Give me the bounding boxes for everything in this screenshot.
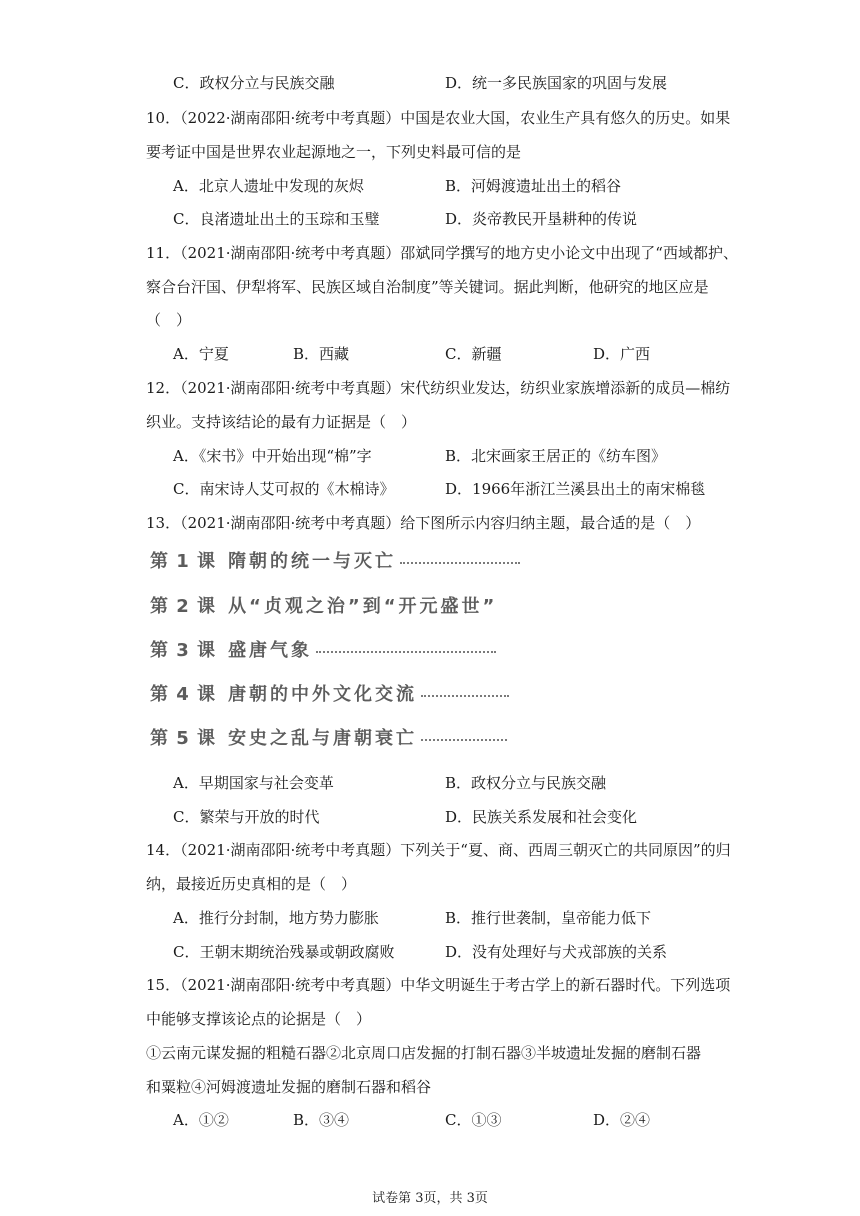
q10-option-b: B．河姆渡遗址出土的稻谷 [445,177,622,195]
q15-stem-line1: 15．（2021·湖南邵阳·统考中考真题）中华文明诞生于考古学上的新石器时代。下列选项 [146,976,731,994]
q14-option-c: C．王朝末期统治残暴或朝政腐败 [173,943,395,961]
lesson-3-number: 第 3 课 [150,640,217,661]
lesson-4-title: 唐朝的中外文化交流 [228,684,418,705]
q10-option-d: D．炎帝教民开垦耕种的传说 [445,210,638,228]
lesson-2-title: 从“贞观之治”到“开元盛世” [228,596,498,617]
lesson-1-leader-dots [400,562,520,564]
lesson-2 [150,593,497,621]
lesson-5 [150,725,507,753]
q9-option-c: C．政权分立与民族交融 [173,74,335,92]
q13-option-a: A．早期国家与社会变革 [173,774,334,792]
q14-stem-line1: 14．（2021·湖南邵阳·统考中考真题）下列关于“夏、商、西周三朝灭亡的共同原因”的归 [146,841,731,859]
q12-stem-line1: 12．（2021·湖南邵阳·统考中考真题）宋代纺织业发达，纺织业家族增添新的成员—棉纺 [146,379,731,397]
q13-option-b: B．政权分立与民族交融 [445,774,607,792]
q14-option-b: B．推行世袭制，皇帝能力低下 [445,909,652,927]
q10-stem-line2: 要考证中国是世界农业起源地之一，下列史料最可信的是 [146,143,522,161]
lesson-5-number: 第 5 课 [150,728,217,749]
q11-option-b: B．西藏 [293,345,350,363]
q15-option-b: B．③④ [293,1111,350,1129]
q15-option-d: D．②④ [593,1111,651,1129]
q9-option-d: D．统一多民族国家的巩固与发展 [445,74,668,92]
q10-option-c: C．良渚遗址出土的玉琮和玉璧 [173,210,380,228]
q15-option-a: A．①② [173,1111,229,1129]
q15-stem-line2: 中能够支撑该论点的论据是（ ） [146,1010,372,1028]
q12-option-b: B．北宋画家王居正的《纺车图》 [445,447,667,465]
q13-option-d: D．民族关系发展和社会变化 [445,808,638,826]
q13-stem-line1: 13．（2021·湖南邵阳·统考中考真题）给下图所示内容归纳主题，最合适的是（ ） [146,514,701,532]
q14-stem-line2: 纳，最接近历史真相的是（ ） [146,875,357,893]
lesson-3 [150,637,496,665]
lesson-3-leader-dots [316,651,496,653]
q15-stem-line3: ①云南元谋发掘的粗糙石器②北京周口店发掘的打制石器③半坡遗址发掘的磨制石器 [146,1044,702,1062]
q15-stem-line4: 和粟粒④河姆渡遗址发掘的磨制石器和稻谷 [146,1078,432,1096]
q11-stem-line1: 11．（2021·湖南邵阳·统考中考真题）邵斌同学撰写的地方史小论文中出现了“西域都护、 [146,244,738,262]
q13-option-c: C．繁荣与开放的时代 [173,808,320,826]
lesson-3-title: 盛唐气象 [228,640,313,661]
q13-contents-figure [146,538,498,756]
lesson-4 [150,681,509,709]
q11-option-c: C．新疆 [445,345,502,363]
q11-option-a: A．宁夏 [173,345,229,363]
q14-option-d: D．没有处理好与犬戎部族的关系 [445,943,668,961]
q12-stem-line2: 织业。支持该结论的最有力证据是（ ） [146,413,417,431]
q11-option-d: D．广西 [593,345,651,363]
lesson-4-number: 第 4 课 [150,684,217,705]
q11-stem-line2: 察合台汗国、伊犁将军、民族区域自治制度”等关键词。据此判断，他研究的地区应是 [146,278,709,296]
page-footer: 试卷第 3页，共 3页 [372,1191,488,1206]
lesson-5-title: 安史之乱与唐朝衰亡 [228,728,418,749]
lesson-2-number: 第 2 课 [150,596,217,617]
lesson-1-number: 第 1 课 [150,551,217,572]
q12-option-c: C．南宋诗人艾可叔的《木棉诗》 [173,480,395,498]
lesson-5-leader-dots [421,739,507,741]
q12-option-a: A．《宋书》中开始出现“棉”字 [173,447,372,465]
lesson-4-leader-dots [421,695,509,697]
lesson-1 [150,548,520,576]
q11-stem-line3: （ ） [146,311,192,329]
q10-stem-line1: 10．（2022·湖南邵阳·统考中考真题）中国是农业大国，农业生产具有悠久的历史。如果 [146,109,731,127]
lesson-1-title: 隋朝的统一与灭亡 [228,551,397,572]
q15-option-c: C．①③ [445,1111,502,1129]
q14-option-a: A．推行分封制，地方势力膨胀 [173,909,379,927]
q12-option-d: D．1966年浙江兰溪县出土的南宋棉毯 [445,480,706,498]
q10-option-a: A．北京人遗址中发现的灰烬 [173,177,364,195]
